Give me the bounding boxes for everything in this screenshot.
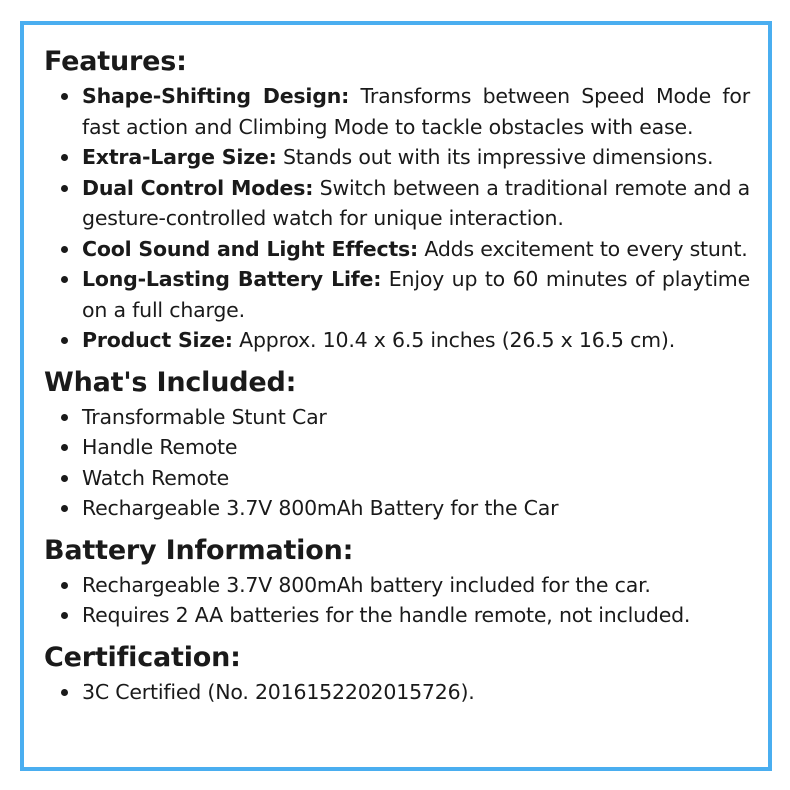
certification-heading: Certification: xyxy=(44,641,241,673)
feature-item-effects xyxy=(44,234,750,265)
battery-section xyxy=(44,534,750,631)
feature-item-shape-shifting xyxy=(44,81,750,142)
feature-text: Enjoy up to 60 minutes of playtime on a full charge. xyxy=(82,267,750,322)
list-item: Requires 2 AA batteries for the handle remote, not included. xyxy=(44,600,750,631)
feature-text: Adds excitement to every stunt. xyxy=(418,236,748,261)
feature-text: Stands out with its impressive dimensions. xyxy=(276,145,714,169)
included-list xyxy=(44,402,750,524)
included-section xyxy=(44,366,750,524)
included-heading: What's Included: xyxy=(44,366,297,398)
feature-text: Transforms between Speed Mode for fast action and Climbing Mode to tackle obstacles with ease. xyxy=(82,84,751,139)
feature-label: Cool Sound and Light Effects: xyxy=(82,236,419,261)
list-item: Transformable Stunt Car xyxy=(44,402,750,433)
list-item: Handle Remote xyxy=(44,432,750,463)
feature-label: Dual Control Modes: xyxy=(82,175,314,200)
list-item: Rechargeable 3.7V 800mAh battery included for the car. xyxy=(44,570,750,601)
list-item: 3C Certified (No. 2016152202015726). xyxy=(44,677,750,708)
features-heading: Features: xyxy=(44,46,187,77)
product-info xyxy=(44,45,750,707)
list-item: Rechargeable 3.7V 800mAh Battery for the Car xyxy=(44,493,750,524)
content-frame xyxy=(20,21,772,771)
feature-text: Approx. 10.4 x 6.5 inches (26.5 x 16.5 cm). xyxy=(232,328,676,352)
battery-list xyxy=(44,570,750,631)
feature-label: Product Size: xyxy=(82,328,233,352)
feature-item-battery-life xyxy=(44,264,750,325)
certification-list xyxy=(44,677,750,708)
feature-label: Extra-Large Size: xyxy=(82,145,277,169)
feature-item-product-size xyxy=(44,325,750,356)
feature-item-size xyxy=(44,142,750,173)
feature-item-control-modes xyxy=(44,173,750,234)
battery-heading: Battery Information: xyxy=(44,534,354,566)
certification-section xyxy=(44,641,750,708)
feature-text: Switch between a traditional remote and a gesture-controlled watch for unique interaction. xyxy=(82,175,750,230)
list-item: Watch Remote xyxy=(44,463,750,494)
feature-label: Shape-Shifting Design: xyxy=(82,84,350,108)
feature-label: Long-Lasting Battery Life: xyxy=(82,267,382,291)
features-list xyxy=(44,81,750,356)
features-section xyxy=(44,45,750,356)
